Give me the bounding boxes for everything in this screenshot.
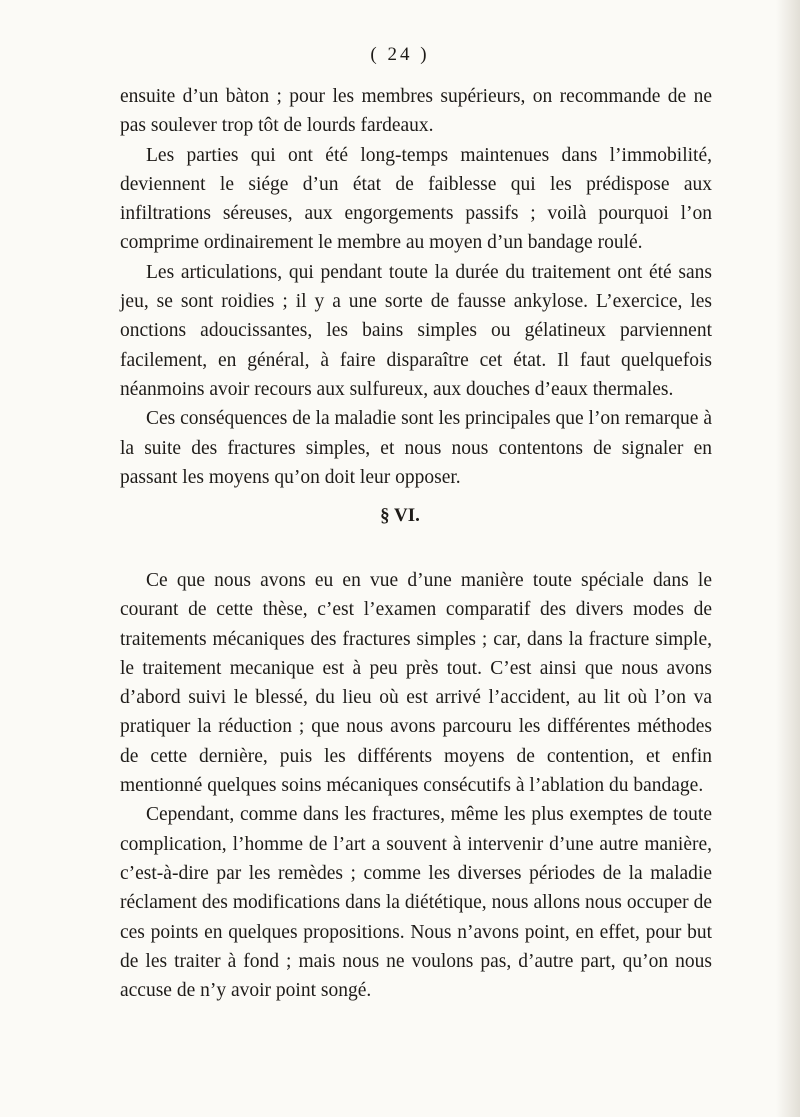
page-number: ( 24 )	[370, 44, 430, 65]
paragraph: Ces conséquences de la maladie sont les principales que l’on remarque à la suite des fractures simples, et nous nous contentons de signaler en passant les moyens qu’on doit leur opposer.	[120, 408, 712, 488]
section-heading: § VI.	[380, 505, 420, 526]
paragraph: Les articulations, qui pendant toute la durée du traitement ont été sans jeu, se sont roidies ; il y a une sorte de fausse ankylose. L’exercice, les onctions adoucissantes, les bains simples ou gélatineux parviennent facilement, en général, à faire disparaître cet état. Il faut quelquefois néanmoins avoir recours aux sulfureux, aux douches d’eaux thermales.	[120, 261, 712, 400]
top-text-block	[120, 82, 712, 492]
paragraph: Les parties qui ont été long-temps maintenues dans l’immobilité, deviennent le siége d’un état de faiblesse qui les prédispose aux infiltrations séreuses, aux engorgements passifs ; voilà pourquoi l’on comprime ordinairement le membre au moyen d’un bandage roulé.	[120, 144, 712, 254]
paragraph-continuation: ensuite d’un bàton ; pour les membres supérieurs, on recommande de ne pas soulever trop tôt de lourds fardeaux.	[120, 86, 712, 137]
page-edge-shadow	[776, 0, 800, 1117]
paragraph: Ce que nous avons eu en vue d’une manière toute spéciale dans le courant de cette thèse, c’est l’examen comparatif des divers modes de traitements mécaniques des fractures simples ; car, dans la fracture simple, le traitement mecanique est à peu près tout. C’est ainsi que nous avons d’abord suivi le blessé, du lieu où est arrivé l’accident, au lit où l’on va pratiquer la réduction ; que nous avons parcouru les différentes méthodes de cette dernière, puis les différents moyens de contention, et enfin mentionné quelques soins mécaniques consécutifs à l’ablation du bandage.	[120, 570, 712, 797]
section-text-block	[120, 566, 712, 1005]
paragraph: Cependant, comme dans les fractures, même les plus exemptes de toute complication, l’homme de l’art a souvent à intervenir d’une autre manière, c’est-à-dire par les remèdes ; comme les diverses périodes de la maladie réclament des modifications dans la diététique, nous allons nous occuper de ces points en quelques propositions. Nous n’avons point, en effet, pour but de les traiter à fond ; mais nous ne voulons pas, d’autre part, qu’on nous accuse de n’y avoir point songé.	[120, 804, 712, 1002]
